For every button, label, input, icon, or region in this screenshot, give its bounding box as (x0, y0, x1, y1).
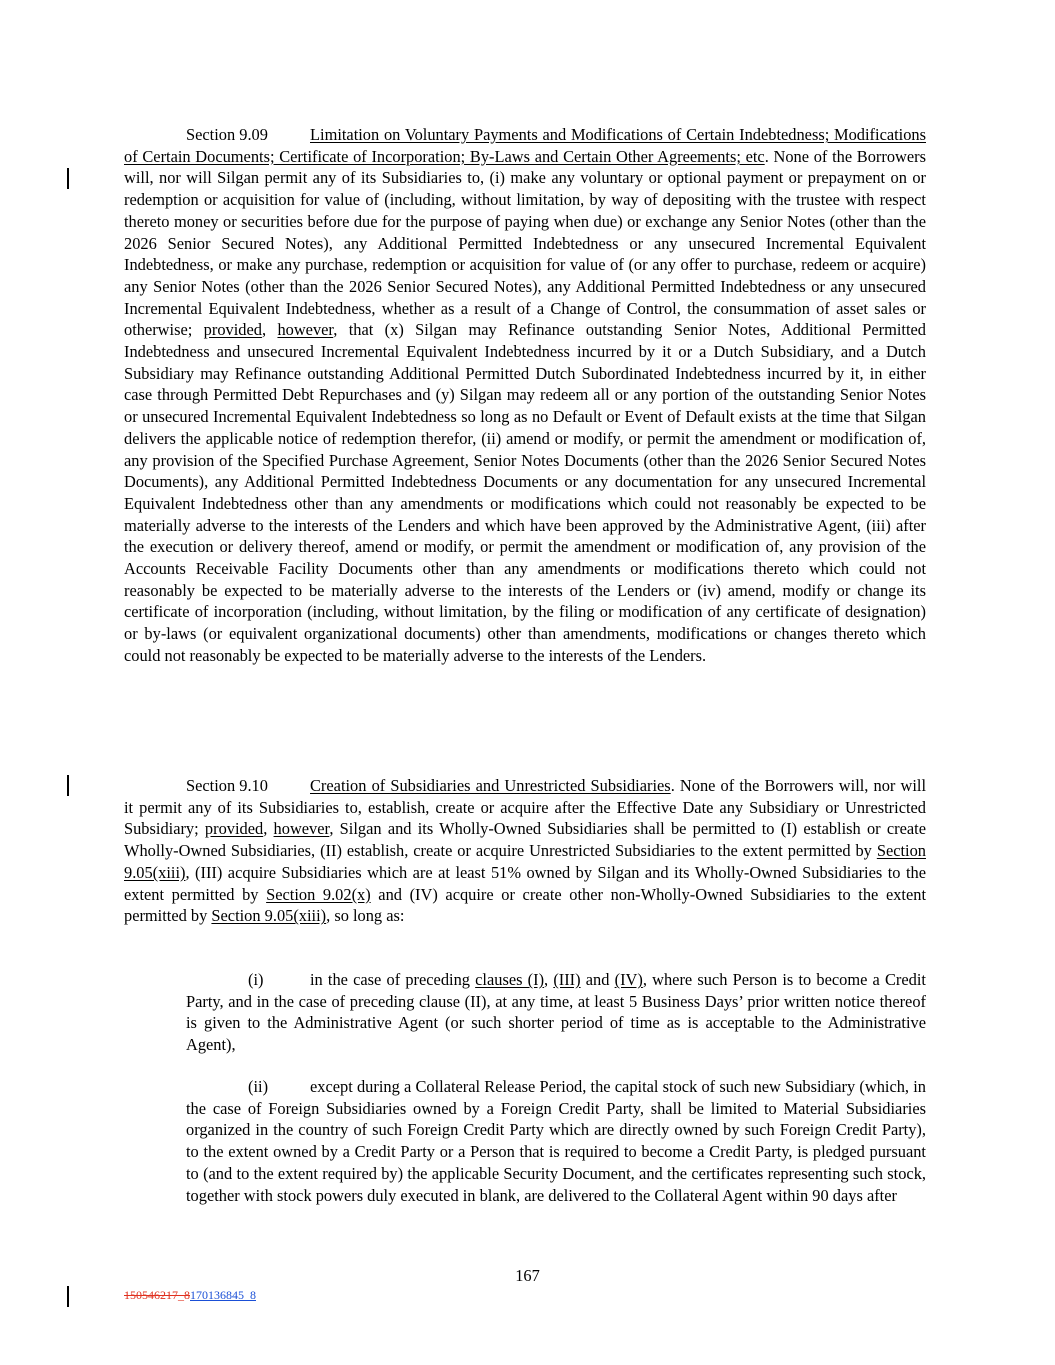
change-bar (67, 775, 69, 796)
change-bar (67, 168, 69, 189)
clause-label: (i) (248, 970, 264, 989)
section-body: and (IV) acquire or create other non-Wholly-Owned Subsidiaries to the extent permitted by (124, 884, 926, 926)
however-term: however (273, 819, 330, 839)
section-number: Section 9.10 (186, 776, 268, 795)
document-id-inserted: 170136845_8 (190, 1288, 256, 1302)
clause-label: (ii) (248, 1077, 269, 1096)
document-id-deleted: 150546217_8 (124, 1288, 190, 1302)
section-9-09-paragraph: Section 9.09 Limitation on Voluntary Payments and Modifications of Certain Indebtedness; Modifications of Certain Documents; Certificate of Incorporation; By-Laws and Certain Other Agreements; etc. None of the Borrowers will, nor will Silgan permit any of its Subsidiaries to, (i) make any voluntary or optional payment or prepayment on or redemption or acquisition for value of (including, without limitation, by way of depositing with the trustee with respect thereto money or securities before due for the purpose of paying when due) or exchange any Senior Notes (other than the 2026 Senior Secured Notes), any Additional Permitted Indebtedness or any unsecured Incremental Equivalent Indebtedness, or make any purchase, redemption or acquisition for value of (or any offer to purchase, redeem or acquire) any Senior Notes (other than the 2026 Senior Secured Notes), any Additional Permitted Indebtedness or any unsecured Incremental Equivalent Indebtedness, whether as a result of a Change of Control, the consummation of asset sales or otherwise; provided, however, that (x) Silgan may Refinance outstanding Senior Notes, Additional Permitted Indebtedness and unsecured Incremental Equivalent Indebtedness incurred by it or a Dutch Subsidiary, and a Dutch Subsidiary may Refinance outstanding Additional Permitted Dutch Subordinated Indebtedness incurred by it, in either case through Permitted Debt Repurchases and (y) Silgan may redeem all or any portion of the outstanding Senior Notes or unsecured Incremental Equivalent Indebtedness so long as no Default or Event of Default exists at the time that Silgan delivers the applicable notice of redemption therefor, (ii) amend or modify, or permit the amendment or modification of, any provision of the Specified Purchase Agreement, Senior Notes Documents (other than the 2026 Senior Secured Notes Documents), any Additional Permitted Indebtedness Documents or any documentation for any unsecured Incremental Equivalent Indebtedness other than any amendments or modifications which could not reasonably be expected to be materially adverse to the interests of the Lenders and which have been approved by the Administrative Agent, (iii) after the execution or delivery thereof, amend or modify, or permit the amendment or modification of, any provision of the Accounts Receivable Facility Documents other than any amendments or modifications thereto which could not reasonably be expected to be materially adverse to the interests of the Lenders or (iv) amend, modify or change its certificate of incorporation (including, without limitation, by the filing or modification of any certificate of designation) or by-laws (or equivalent organizational documents) other than amendments, modifications or changes thereto which could not reasonably be expected to be materially adverse to the interests of the Lenders. (124, 125, 927, 665)
clause-body: , where such Person is to become a Credit Party, and in the case of preceding clause (II), at any time, at least 5 Business Days’ prior written notice thereof is given to the Administrative Agent (or such shorter period of time as is acceptable to the Administrative Agent), (186, 970, 926, 1055)
cross-reference: (III) (553, 970, 581, 989)
document-id (124, 1288, 256, 1303)
cross-reference: clauses (I) (475, 970, 545, 989)
section-body: , Silgan and its Wholly-Owned Subsidiaries shall be permitted to (I) establish or create Wholly-Owned Subsidiaries, (II) establish, create or acquire Unrestricted Subsidiaries to the extent permitted by (124, 819, 926, 861)
section-body: , (III) acquire Subsidiaries which are at least 51% owned by Silgan and its Wholly-Owned Subsidiaries to the extent permitted by (124, 862, 926, 904)
clause-body: in the case of preceding (310, 970, 476, 989)
cross-reference: Section 9.05(xiii) (124, 841, 926, 882)
provided-term: provided (204, 819, 264, 839)
cross-reference: (IV) (614, 970, 643, 989)
section-body: . None of the Borrowers will, nor will it permit any of its Subsidiaries to, establish, create or acquire after the Effective Date any Subsidiary or Unrestricted Subsidiary; (124, 776, 927, 839)
section-body: , so long as: (326, 906, 405, 926)
section-heading: Limitation on Voluntary Payments and Modifications of Certain Indebtedness; Modifications of Certain Documents; Certificate of Incorporation; By-Laws and Certain Other Agreements; etc (124, 125, 926, 166)
section-heading: Creation of Subsidiaries and Unrestricted Subsidiaries (310, 776, 671, 795)
section-body: , that (x) Silgan may Refinance outstanding Senior Notes, Additional Permitted Indebtedness and unsecured Incremental Equivalent Indebtedness incurred by it or a Dutch Subsidiary, and a Dutch Subsidiary may Refinance outstanding Additional Permitted Dutch Subordinated Indebtedness incurred by it, in either case through Permitted Debt Repurchases and (y) Silgan may redeem all or any portion of the outstanding Senior Notes or unsecured Incremental Equivalent Indebtedness so long as no Default or Event of Default exists at the time that Silgan delivers the applicable notice of redemption therefor, (ii) amend or modify, or permit the amendment or modification of, any provision of the Specified Purchase Agreement, Senior Notes Documents (other than the 2026 Senior Secured Notes Documents), any Additional Permitted Indebtedness Documents or any documentation for any unsecured Incremental Equivalent Indebtedness other than any amendments or modifications which could not reasonably be expected to be materially adverse to the interests of the Lenders and which have been approved by the Administrative Agent, (iii) after the execution or delivery thereof, amend or modify, or permit the amendment or modification of, any provision of the Accounts Receivable Facility Documents other than any amendments or modifications thereto which could not reasonably be expected to be materially adverse to the interests of the Lenders or (iv) amend, modify or change its certificate of incorporation (including, without limitation, by the filing or modification of any certificate of designation) or by-laws (or equivalent organizational documents) other than amendments, modifications or changes thereto which could not reasonably be expected to be materially adverse to the interests of the Lenders. (124, 320, 927, 665)
however-term: however (277, 320, 334, 340)
cross-reference: Section 9.02(x) (266, 884, 371, 904)
section-9-10-paragraph: Section 9.10 Creation of Subsidiaries and Unrestricted Subsidiaries. None of the Borrowers will, nor will it permit any of its Subsidiaries to, establish, create or acquire after the Effective Date any Subsidiary or Unrestricted Subsidiary; provided, however, Silgan and its Wholly-Owned Subsidiaries shall be permitted to (I) establish or create Wholly-Owned Subsidiaries, (II) establish, create or acquire Unrestricted Subsidiaries to the extent permitted by Section 9.05(xiii), (III) acquire Subsidiaries which are at least 51% owned by Silgan and its Wholly-Owned Subsidiaries to the extent permitted by Section 9.02(x) and (IV) acquire or create other non-Wholly-Owned Subsidiaries to the extent permitted by Section 9.05(xiii), so long as: (124, 776, 927, 926)
change-bar (67, 1286, 69, 1307)
clause-ii-paragraph (186, 1076, 926, 1206)
clause-body: except during a Collateral Release Period, the capital stock of such new Subsidiary (which, in the case of Foreign Subsidiaries owned by a Foreign Credit Party, shall be limited to Material Subsidiaries organized in the country of such Foreign Credit Party which are directly owned by such Foreign Credit Party), to the extent owned by a Credit Party or a Person that is required to become a Credit Party, is pledged pursuant to (and to the extent required by) the applicable Security Document, and the certificates representing such stock, together with stock powers duly executed in blank, are delivered to the Collateral Agent within 90 days after (186, 1077, 926, 1205)
page-number: 167 (515, 1266, 540, 1285)
section-body: . None of the Borrowers will, nor will Silgan permit any of its Subsidiaries to, (i) make any voluntary or optional payment or prepayment on or redemption or acquisition for value of (including, without limitation, by way of depositing with the trustee with respect thereto money or securities before due for the purpose of paying when due) or exchange any Senior Notes (other than the 2026 Senior Secured Notes), any Additional Permitted Indebtedness or any unsecured Incremental Equivalent Indebtedness, or make any purchase, redemption or acquisition for value of (or any offer to purchase, redeem or acquire) any Senior Notes (other than the 2026 Senior Secured Notes), any Additional Permitted Indebtedness or any unsecured Incremental Equivalent Indebtedness, whether as a result of a Change of Control, the consummation of asset sales or otherwise; (124, 146, 926, 340)
cross-reference: Section 9.05(xiii) (211, 906, 327, 926)
section-number: Section 9.09 (186, 125, 268, 144)
clause-i-paragraph: (i) in the case of preceding clauses (I), (III) and (IV), where such Person is to become a Credit Party, and in the case of preceding clause (II), at any time, at least 5 Business Days’ prior written notice thereof is given to the Administrative Agent (or such shorter period of time as is acceptable to the Administrative Agent), (186, 970, 926, 1055)
provided-term: provided (203, 320, 262, 340)
